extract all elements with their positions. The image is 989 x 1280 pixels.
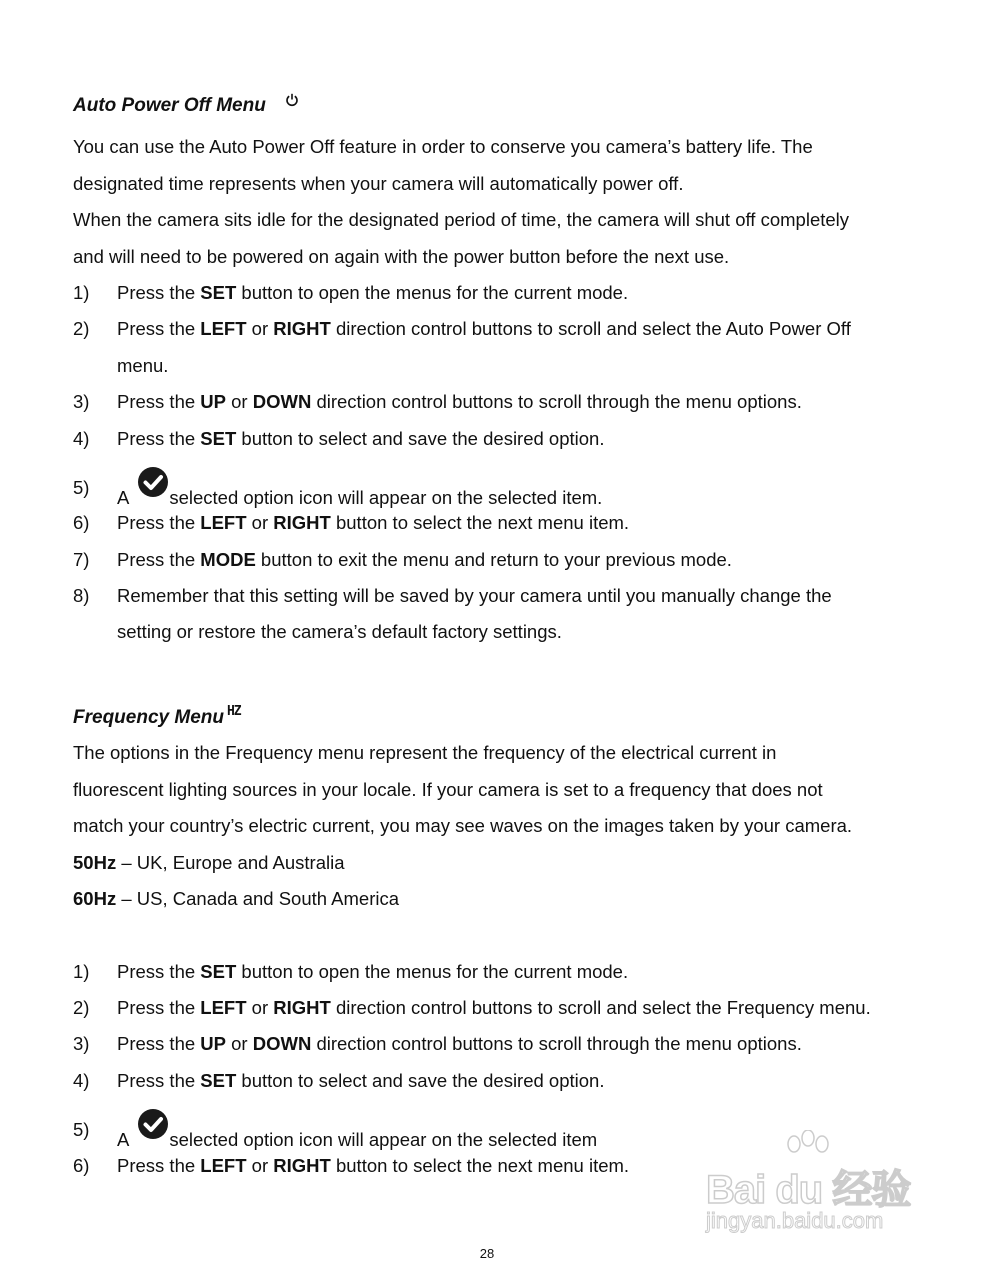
- step-phrase: A: [117, 1129, 130, 1150]
- step-phrase: A: [117, 487, 130, 508]
- step-text: [117, 511, 629, 535]
- frequency-heading: [73, 700, 241, 730]
- watermark-url: jingyan.baidu.com: [706, 1208, 884, 1233]
- step-phrase: Press the: [117, 318, 201, 339]
- step-phrase: button to select and save the desired option.: [236, 1070, 605, 1091]
- hz-icon: HZ: [226, 704, 241, 719]
- step-text: [117, 960, 628, 984]
- step-phrase: Press the: [117, 512, 201, 533]
- step-keyword: SET: [200, 282, 237, 303]
- step-number: 7): [73, 549, 90, 570]
- step-text: [117, 548, 732, 572]
- step-keyword: SET: [200, 428, 237, 449]
- step-text: [117, 427, 604, 451]
- step-phrase: or: [226, 391, 253, 412]
- checkmark-icon: [137, 466, 169, 498]
- step-number: 2): [73, 318, 90, 339]
- step-number: 5): [73, 1119, 90, 1140]
- step-text-continuation: setting or restore the camera’s default factory settings.: [117, 621, 562, 642]
- frequency-intro-line-1: The options in the Frequency menu represent the frequency of the electrical current in: [73, 742, 777, 763]
- step-text: [117, 1118, 597, 1152]
- step-phrase: button to open the menus for the current mode.: [236, 282, 629, 303]
- step-phrase: Press the: [117, 428, 201, 449]
- step-keyword: RIGHT: [273, 318, 331, 339]
- step-phrase: or: [246, 512, 274, 533]
- step-phrase: direction control buttons to scroll and select the Auto Power Off: [330, 318, 851, 339]
- step-number: 1): [73, 282, 90, 303]
- step-number: 6): [73, 1155, 90, 1176]
- step-phrase: Press the: [117, 997, 201, 1018]
- option-label: 60Hz: [73, 888, 117, 909]
- step-number: 2): [73, 997, 90, 1018]
- step-phrase: direction control buttons to scroll through the menu options.: [311, 391, 802, 412]
- step-text-continuation: menu.: [117, 355, 169, 376]
- step-phrase: button to select and save the desired option.: [236, 428, 605, 449]
- step-phrase: button to open the menus for the current mode.: [236, 961, 629, 982]
- option-label: 50Hz: [73, 852, 117, 873]
- step-phrase: button to select the next menu item.: [330, 1155, 630, 1176]
- step-keyword: DOWN: [252, 1033, 312, 1054]
- frequency-title: Frequency Menu: [73, 707, 224, 728]
- auto-power-off-title: Auto Power Off Menu: [73, 95, 266, 116]
- step-keyword: LEFT: [200, 512, 247, 533]
- step-keyword: RIGHT: [273, 512, 331, 533]
- frequency-intro-line-3: match your country’s electric current, you may see waves on the images taken by your camera.: [73, 815, 853, 836]
- step-number: 4): [73, 1070, 90, 1091]
- step-text: [117, 317, 851, 341]
- step-number: 5): [73, 477, 90, 498]
- step-phrase: Press the: [117, 1155, 201, 1176]
- auto-power-off-intro-line-1: You can use the Auto Power Off feature in order to conserve you camera’s battery life. The: [73, 136, 813, 157]
- step-phrase: Press the: [117, 961, 201, 982]
- step-text: [117, 584, 832, 608]
- auto-power-off-heading: [73, 93, 299, 118]
- frequency-intro-line-2: fluorescent lighting sources in your locale. If your camera is set to a frequency that does not: [73, 779, 823, 800]
- step-keyword: SET: [200, 961, 237, 982]
- step-keyword: DOWN: [252, 391, 312, 412]
- step-number: 3): [73, 391, 90, 412]
- step-keyword: MODE: [200, 549, 256, 570]
- step-phrase: direction control buttons to scroll and select the Frequency menu.: [330, 997, 871, 1018]
- step-number: 3): [73, 1033, 90, 1054]
- auto-power-off-intro-line-2: designated time represents when your camera will automatically power off.: [73, 173, 684, 194]
- step-phrase: button to select the next menu item.: [330, 512, 630, 533]
- frequency-option-50hz: [73, 851, 345, 875]
- step-phrase: Press the: [117, 282, 201, 303]
- auto-power-off-intro-line-3: When the camera sits idle for the designated period of time, the camera will shut off completely: [73, 209, 850, 230]
- step-phrase: or: [246, 997, 274, 1018]
- power-icon: [285, 93, 299, 107]
- step-phrase: button to exit the menu and return to your previous mode.: [255, 549, 732, 570]
- step-number: 4): [73, 428, 90, 449]
- step-text: [117, 390, 802, 414]
- step-keyword: LEFT: [200, 318, 247, 339]
- step-number: 1): [73, 961, 90, 982]
- step-phrase: direction control buttons to scroll through the menu options.: [311, 1033, 802, 1054]
- step-keyword: SET: [200, 1070, 237, 1091]
- option-desc: – US, Canada and South America: [116, 888, 400, 909]
- step-text: [117, 1154, 629, 1178]
- step-keyword: LEFT: [200, 997, 247, 1018]
- step-keyword: RIGHT: [273, 1155, 331, 1176]
- checkmark-icon: [137, 1108, 169, 1140]
- step-phrase: or: [246, 1155, 274, 1176]
- option-desc: – UK, Europe and Australia: [116, 852, 345, 873]
- step-phrase: Press the: [117, 391, 201, 412]
- frequency-option-60hz: [73, 887, 399, 911]
- page-number: 28: [479, 1246, 495, 1261]
- step-number: 8): [73, 585, 90, 606]
- step-text: [117, 1069, 604, 1093]
- step-text: [117, 476, 602, 510]
- step-text: [117, 1032, 802, 1056]
- step-phrase: or: [226, 1033, 253, 1054]
- step-phrase: Press the: [117, 1033, 201, 1054]
- step-phrase: Remember that this setting will be saved by your camera until you manually change the: [117, 585, 832, 606]
- step-phrase: or: [246, 318, 274, 339]
- step-phrase: selected option icon will appear on the selected item: [169, 1129, 598, 1150]
- step-phrase: Press the: [117, 549, 201, 570]
- step-text: [117, 996, 871, 1020]
- step-phrase: selected option icon will appear on the selected item.: [169, 487, 603, 508]
- watermark-main: Bai du 经验: [706, 1168, 911, 1212]
- step-keyword: UP: [200, 1033, 226, 1054]
- step-phrase: Press the: [117, 1070, 201, 1091]
- baidu-watermark: [700, 1130, 940, 1240]
- step-keyword: UP: [200, 391, 226, 412]
- step-keyword: RIGHT: [273, 997, 331, 1018]
- step-number: 6): [73, 512, 90, 533]
- step-keyword: LEFT: [200, 1155, 247, 1176]
- step-text: [117, 281, 628, 305]
- auto-power-off-intro-line-4: and will need to be powered on again with the power button before the next use.: [73, 246, 730, 267]
